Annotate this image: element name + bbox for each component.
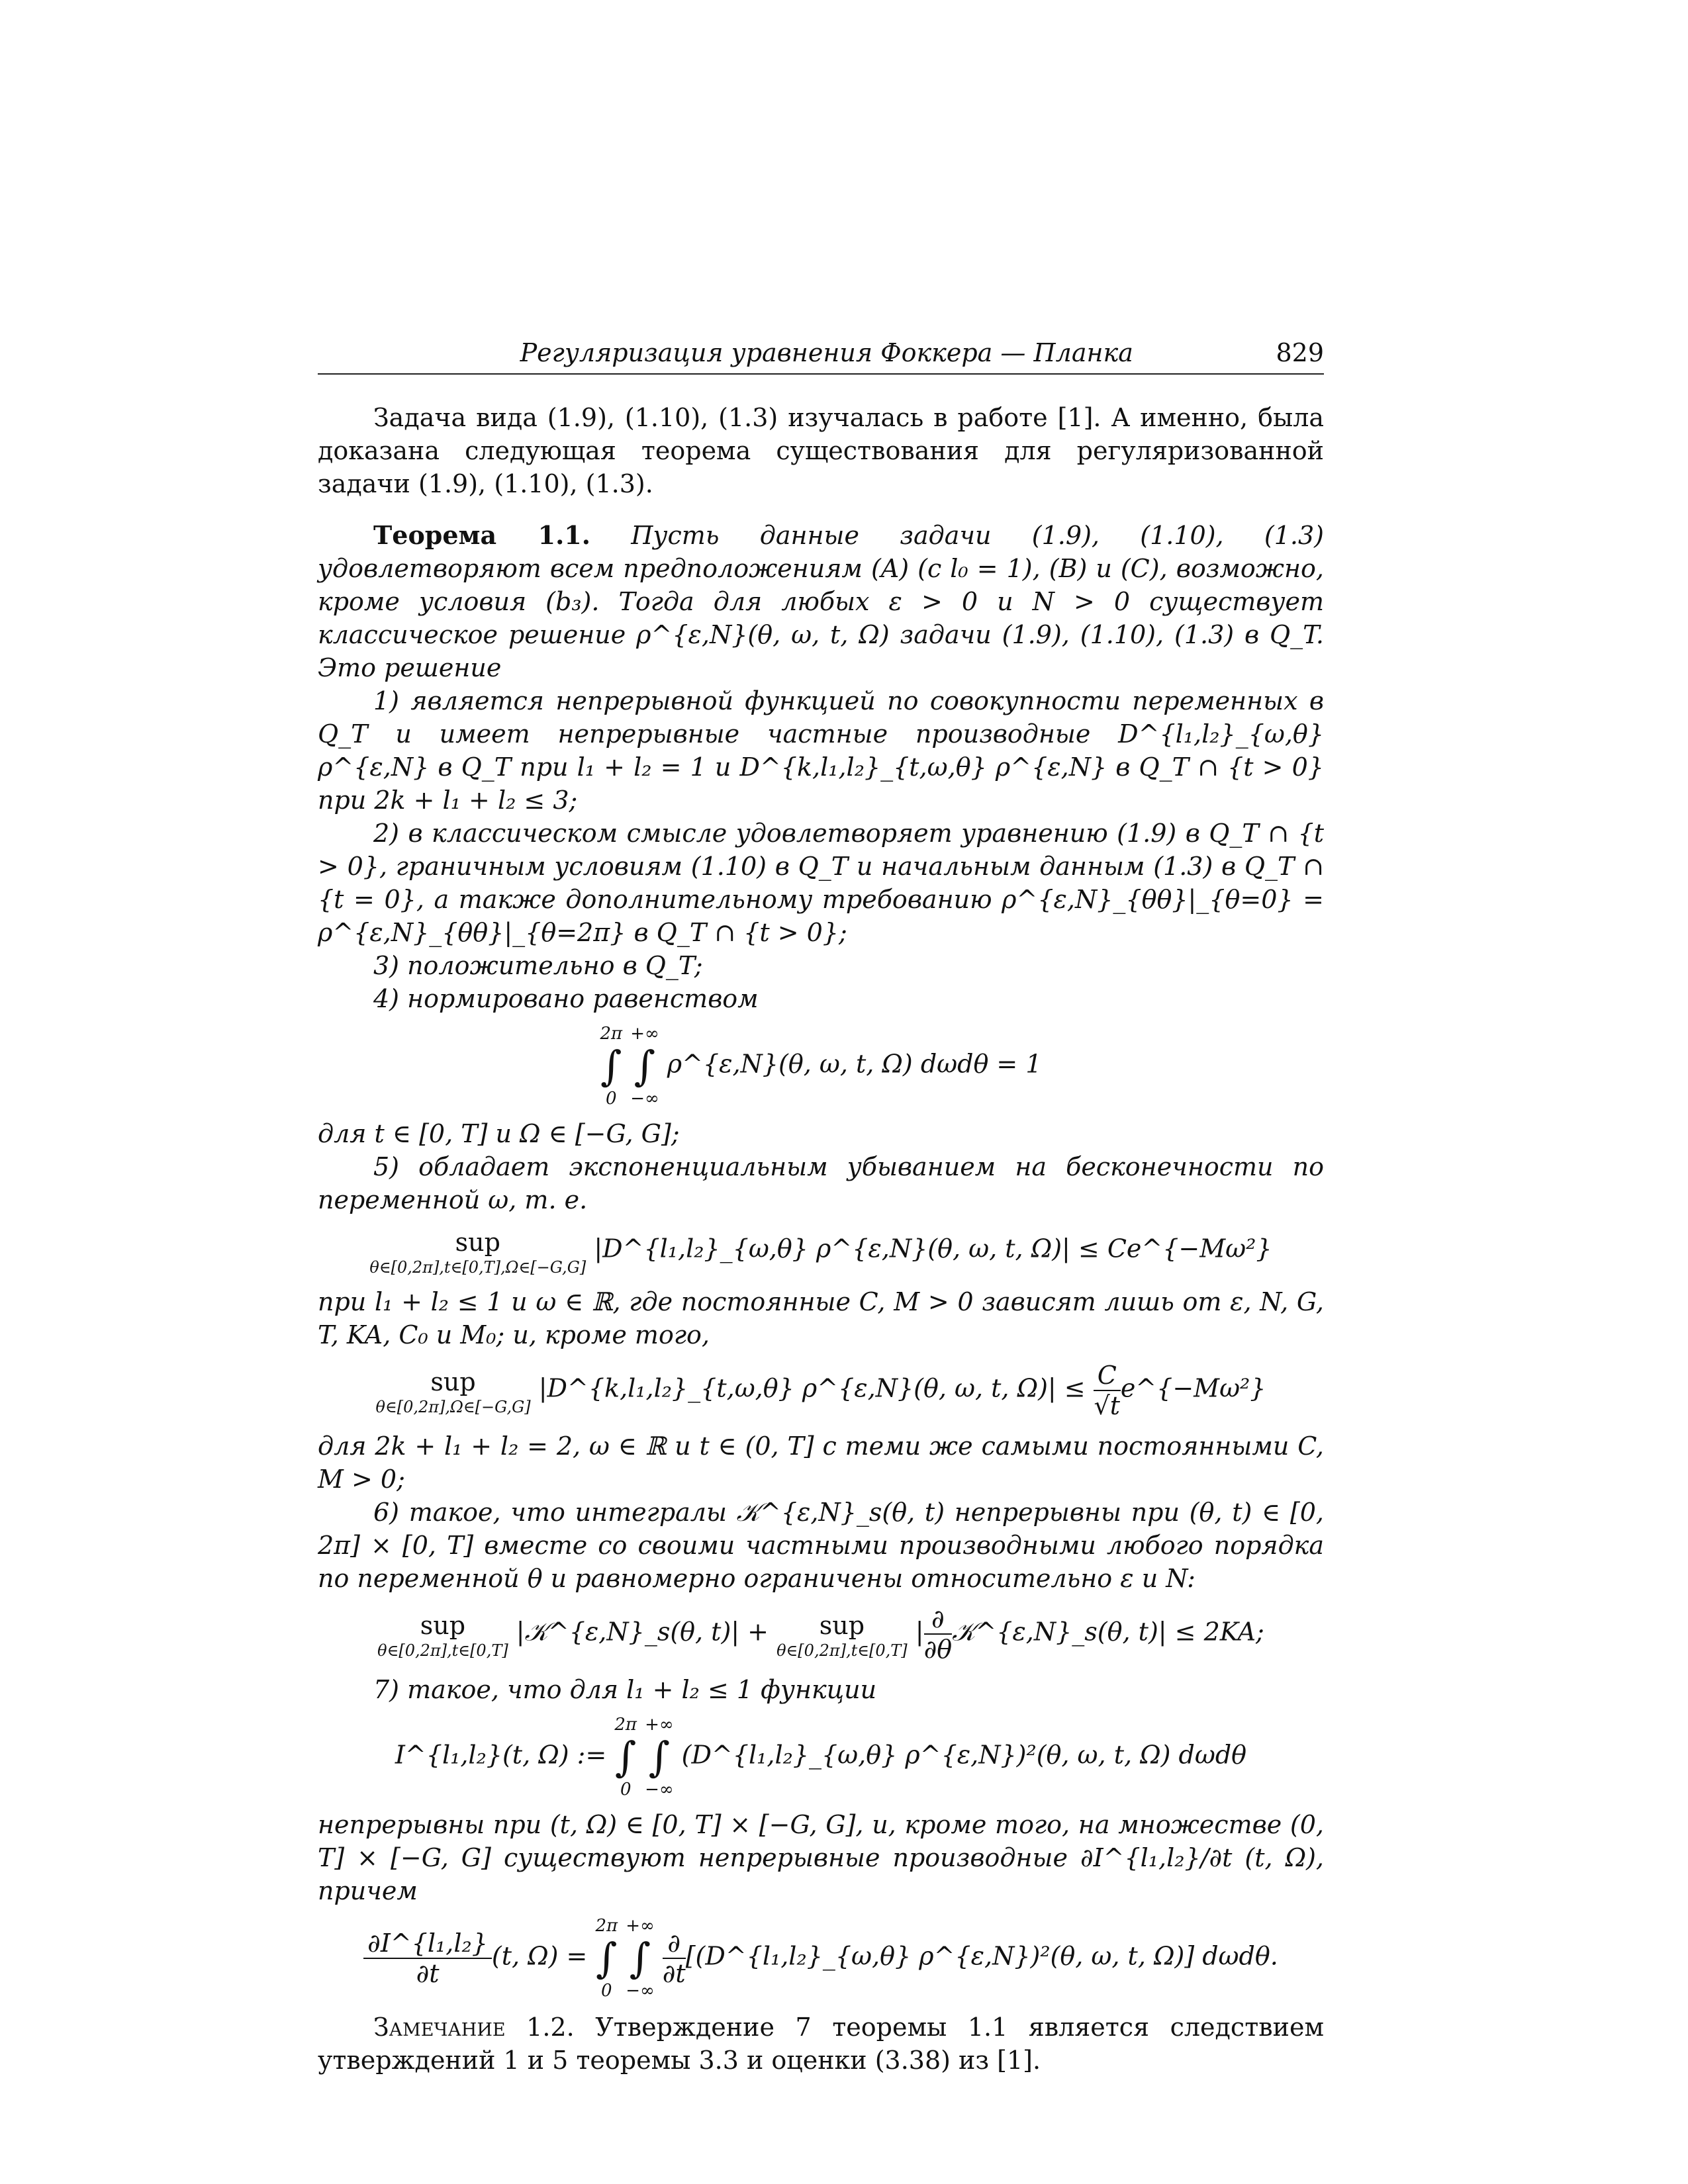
dI-right: [(D^{l₁,l₂}_{ω,θ} ρ^{ε,N})²(θ, ω, t, Ω)] dωdθ. (685, 1941, 1278, 1971)
theorem-label: Теорема 1.1. (373, 520, 590, 550)
after-sup-decay: при l₁ + l₂ ≤ 1 и ω ∈ ℝ, где постоянные C, M > 0 зависят лишь от ε, N, G, T, KA, C₀ и M₀; и, кроме того, (318, 1287, 1324, 1349)
equation-K-bound: sup θ∈[0,2π],t∈[0,T] |𝒦^{ε,N}_s(θ, t)| + sup θ∈[0,2π],t∈[0,T] | $\frac{\partial}{\partial\theta}$ 𝒦^{ε,N}_s(θ, t)| ≤ 2KA; (377, 1604, 1264, 1664)
theorem-item-1: 1) является непрерывной функцией по совокупности переменных в Q_T и имеет непрерывные частные производные D^{l₁,l₂}_{ω,θ} ρ^{ε,N} в Q_T при l₁ + l₂ = 1 и D^{k,l₁,l₂}_{t,ω,θ} ρ^{ε,N} в Q_T ∩ {t > 0} при 2k + l₁ + l₂ ≤ 3; (318, 686, 1324, 815)
remark-paragraph (318, 2011, 1324, 2077)
K-bound-part-a: |𝒦^{ε,N}_s(θ, t)| + (516, 1617, 769, 1647)
theorem-item-7: 7) такое, что для l₁ + l₂ ≤ 1 функции (373, 1675, 877, 1704)
fraction-dI-dt: $\frac{\text{∂I\textasciicircum{}\{l₁,l₂\}}}{\partial t}$ (363, 1929, 492, 1988)
sup-time-tail: e^{−Mω²} (1120, 1373, 1266, 1403)
normalization-integrand: ρ^{ε,N}(θ, ω, t, Ω) dωdθ = 1 (667, 1049, 1042, 1079)
integral-limits-omega: +∞ ∫ −∞ (630, 1024, 659, 1109)
running-header (318, 336, 1324, 375)
after-I-definition: непрерывны при (t, Ω) ∈ [0, T] × [−G, G], и, кроме того, на множестве (0, T] × [−G, G] существуют непрерывные производные ∂I^{l₁,l₂}/∂t (t, Ω), причем (318, 1810, 1324, 1905)
page (318, 336, 1324, 2077)
theorem-item-5: 5) обладает экспоненциальным убыванием на бесконечности по переменной ω, т. е. (318, 1152, 1324, 1214)
equation-sup-decay (318, 1226, 1324, 1276)
fraction-d-dtheta: $\frac{\partial}{\partial\theta}$ (923, 1604, 953, 1664)
running-title: Регуляризация уравнения Фоккера — Планка (520, 338, 1133, 367)
I-right: (D^{l₁,l₂}_{ω,θ} ρ^{ε,N})²(θ, ω, t, Ω) dωdθ (681, 1740, 1247, 1770)
remark-text: Утверждение 7 теоремы 1.1 является следствием утверждений 1 и 5 теоремы 3.3 и оценки (3.38) из [1]. (318, 2013, 1324, 2075)
remark-label: Замечание 1.2. (373, 2013, 575, 2042)
sup-decay-body: |D^{l₁,l₂}_{ω,θ} ρ^{ε,N}(θ, ω, t, Ω)| ≤ Ce^{−Mω²} (594, 1234, 1272, 1263)
equation-sup-time-derivative (318, 1361, 1324, 1420)
after-sup-time: для 2k + l₁ + l₂ = 2, ω ∈ ℝ и t ∈ (0, T] с теми же самыми постоянными C, M > 0; (318, 1432, 1324, 1494)
I-left: I^{l₁,l₂}(t, Ω) := (395, 1740, 607, 1770)
sup-time-body: |D^{k,l₁,l₂}_{t,ω,θ} ρ^{ε,N}(θ, ω, t, Ω)| ≤ (538, 1373, 1086, 1403)
theorem-text: Пусть данные задачи (1.9), (1.10), (1.3) удовлетворяют всем предположениям (A) (с l₀ = 1), (B) и (C), возможно, кроме условия (b₃). Тогда для любых ε > 0 и N > 0 существует классическое решение ρ^{ε,N}(θ, ω, t, Ω) задачи (1.9), (1.10), (1.3) в Q_T. Это решение (318, 521, 1324, 682)
sup-operator: sup θ∈[0,2π],t∈[0,T],Ω∈[−G,G] (369, 1228, 586, 1277)
dI-mid: (t, Ω) = (491, 1941, 588, 1971)
theorem-item-2: 2) в классическом смысле удовлетворяет уравнению (1.9) в Q_T ∩ {t > 0}, граничным условиям (1.10) в Q_T и начальным данным (1.3) в Q_T ∩ {t = 0}, а также дополнительному требованию ρ^{ε,N}_{θθ}|_{θ=0} = ρ^{ε,N}_{θθ}|_{θ=2π} в Q_T ∩ {t > 0}; (318, 819, 1324, 947)
theorem-item-6: 6) такое, что интегралы 𝒦^{ε,N}_s(θ, t) непрерывны при (θ, t) ∈ [0, 2π] × [0, T] вместе со своими частными производными любого порядка по переменной θ и равномерно ограничены относительно ε и N: (318, 1498, 1324, 1593)
equation-I-definition: I^{l₁,l₂}(t, Ω) := 2π ∫ 0 +∞ ∫ −∞ (D^{l₁,l₂}_{ω,θ} ρ^{ε,N})²(θ, ω, t, Ω) dωdθ (395, 1715, 1247, 1799)
sup-operator-2: sup θ∈[0,2π],Ω∈[−G,G] (375, 1367, 531, 1416)
equation-normalization (318, 1024, 1324, 1108)
sup-operator-3: sup θ∈[0,2π],t∈[0,T] (377, 1611, 508, 1660)
theorem-item-3: 3) положительно в Q_T; (373, 951, 703, 980)
page-number: 829 (1276, 338, 1324, 367)
sup-operator-4: sup θ∈[0,2π],t∈[0,T] (776, 1611, 908, 1660)
fraction-C-sqrt-t: $\frac{C}{√t}$ (1094, 1361, 1121, 1420)
theorem-statement (318, 519, 1324, 684)
equation-dI-dt: $\frac{\text{∂I\textasciicircum{}\{l₁,l₂\}}}{\partial t}$ (t, Ω) = 2π ∫ 0 +∞ ∫ −∞ $\frac{\partial}{\partial t}$ [(D^{l₁,l₂}_{ω,θ} ρ^{ε,N})²(θ, ω, t, Ω)] dωdθ. (318, 1917, 1324, 2000)
after-normalization: для t ∈ [0, T] и Ω ∈ [−G, G]; (318, 1119, 680, 1148)
fraction-d-dt: $\frac{\partial}{\partial t}$ (662, 1929, 686, 1988)
intro-paragraph: Задача вида (1.9), (1.10), (1.3) изучалась в работе [1]. А именно, была доказана следующая теорема существования для регуляризованной задачи (1.9), (1.10), (1.3). (318, 403, 1324, 498)
K-bound-part-b: 𝒦^{ε,N}_s(θ, t)| ≤ 2KA; (952, 1617, 1264, 1647)
theorem-item-4: 4) нормировано равенством (373, 984, 759, 1013)
integral-limits-theta: 2π ∫ 0 (600, 1024, 623, 1109)
